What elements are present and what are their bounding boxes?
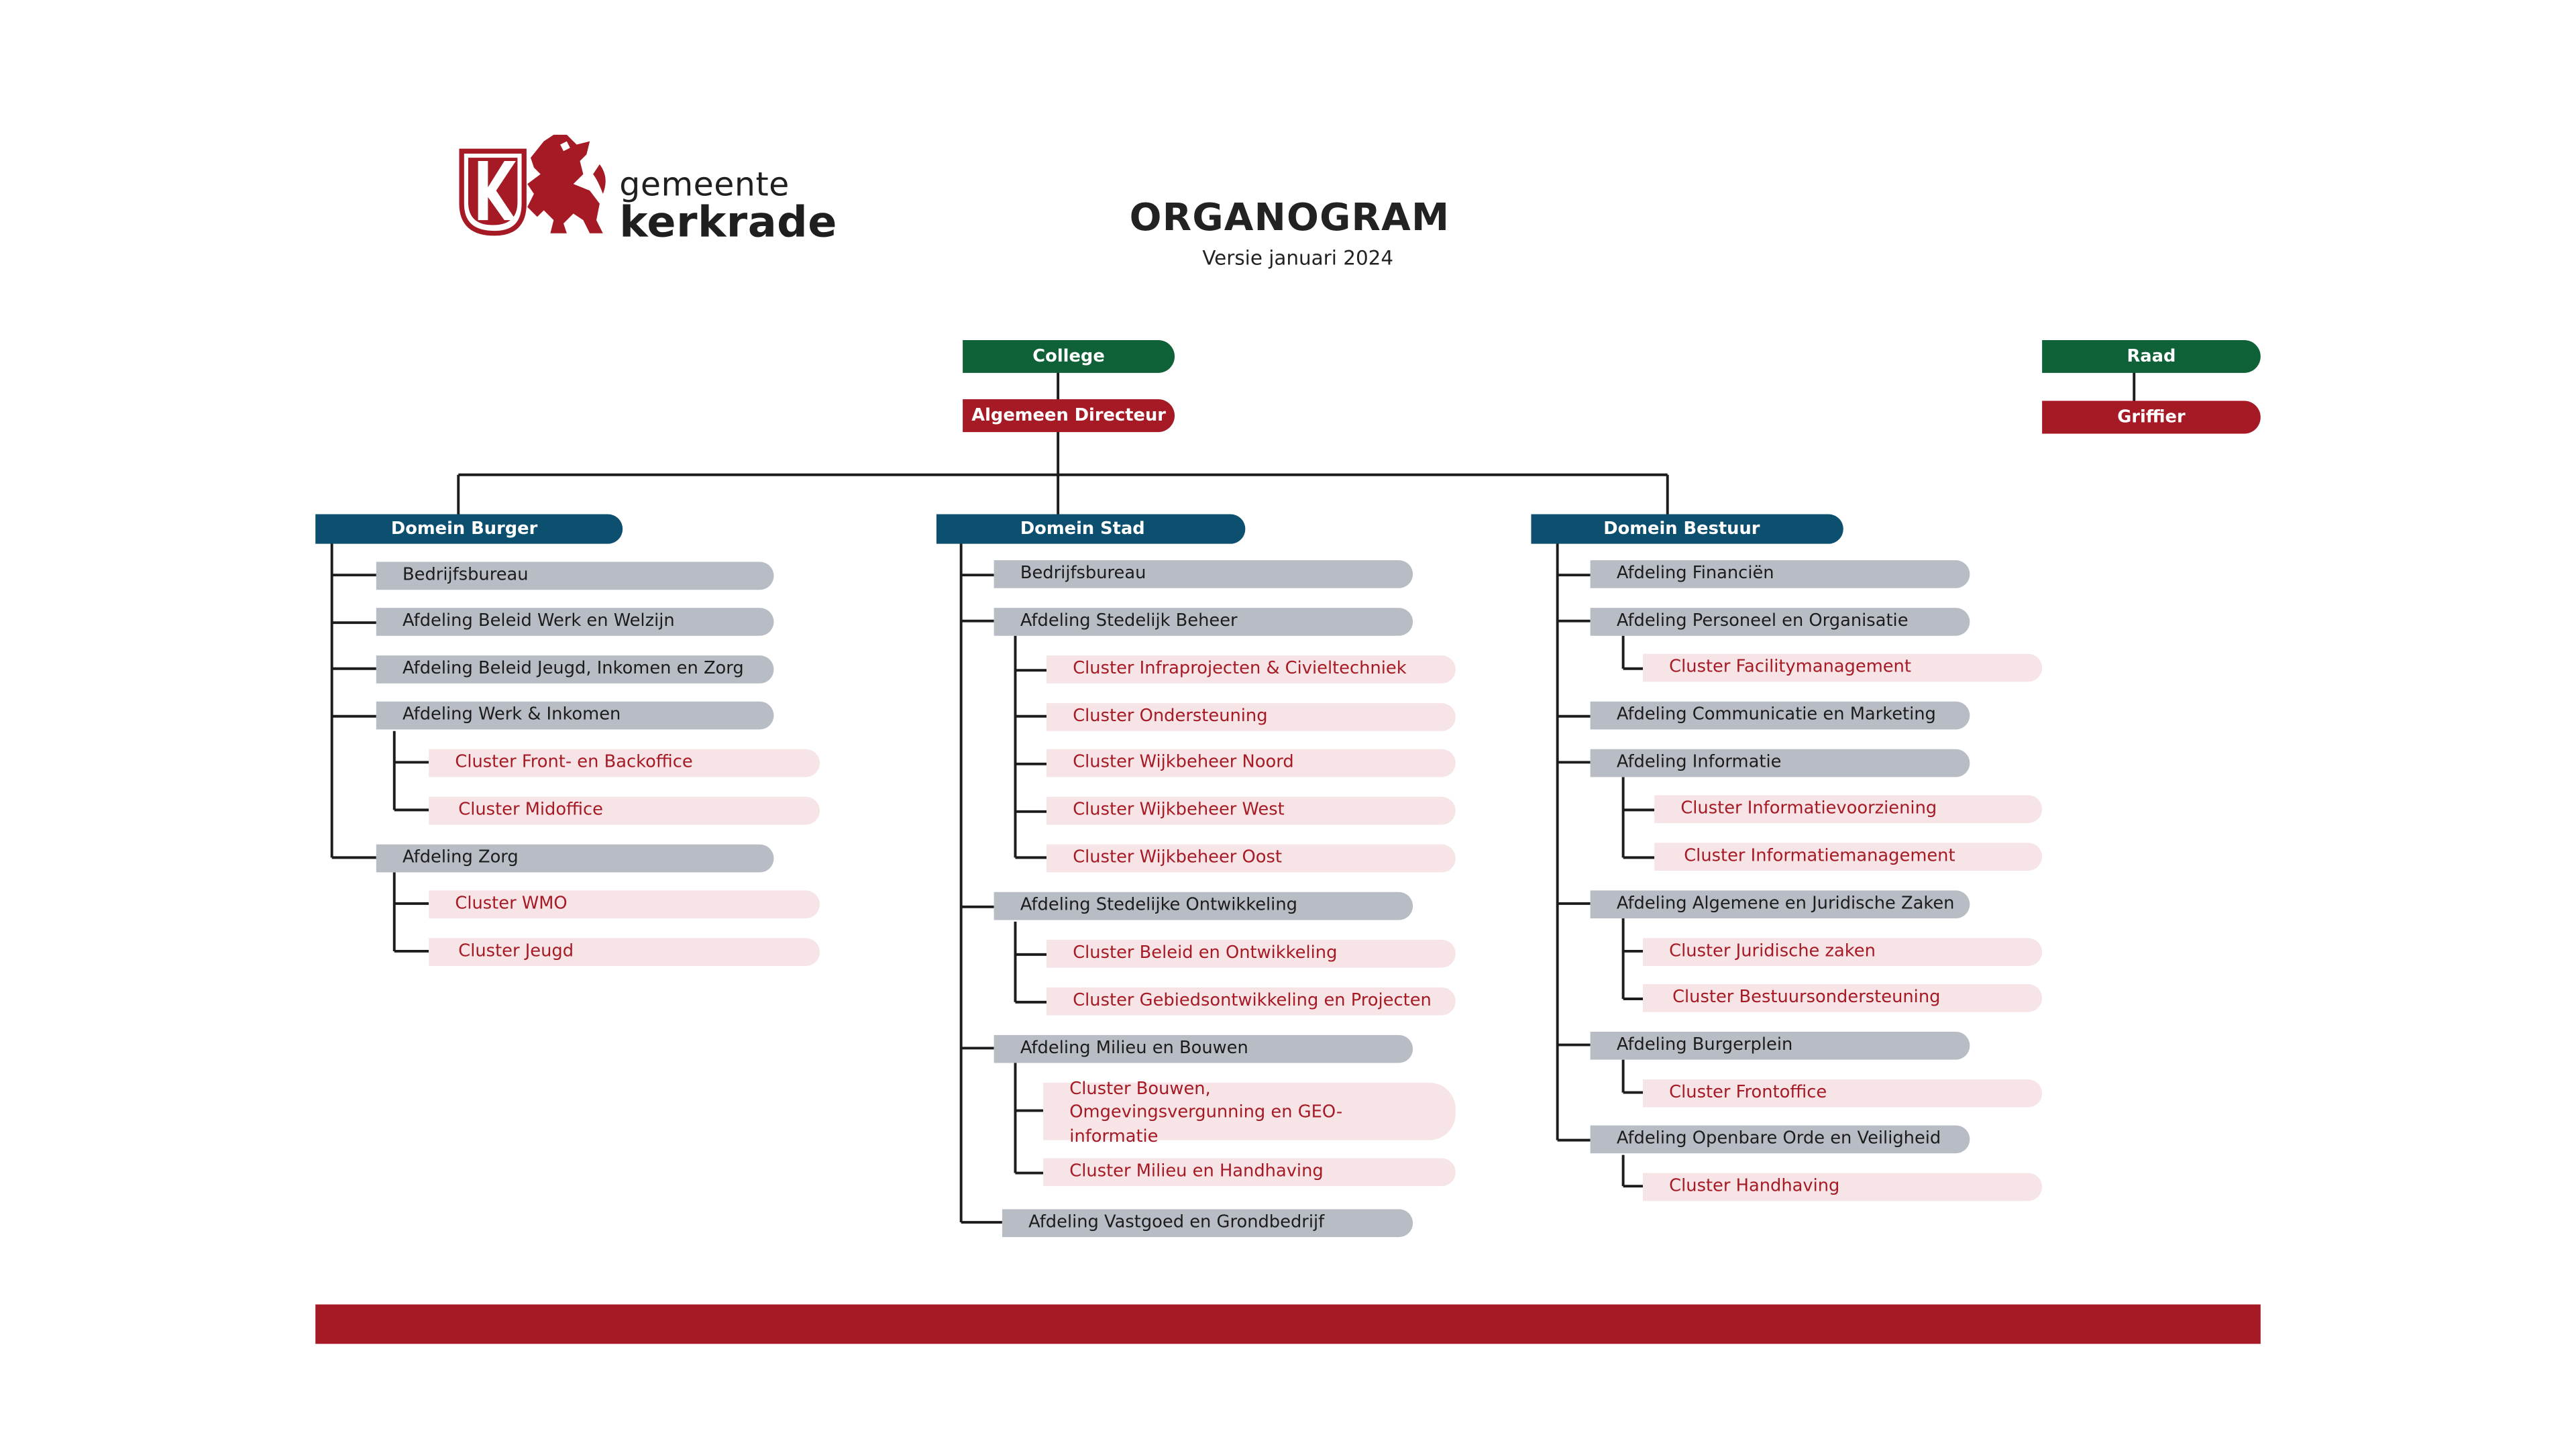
cluster-box: Cluster Beleid en Ontwikkeling [1046,940,1456,968]
logo-line2: kerkrade [619,199,837,248]
domain-bestuur: Domein Bestuur [1531,515,1843,544]
cluster-box: Cluster Bestuursondersteuning [1643,984,2042,1012]
footer-bar [315,1305,2261,1344]
node-algemeen-directeur: Algemeen Directeur [963,399,1175,432]
cluster-box: Cluster Midoffice [429,797,820,825]
node-raad: Raad [2042,340,2261,373]
cluster-box: Cluster Juridische zaken [1643,938,2042,966]
cluster-box: Cluster Ondersteuning [1046,703,1456,731]
afdeling-box: Afdeling Werk & Inkomen [376,702,774,730]
cluster-box: Cluster WMO [429,890,820,918]
afdeling-box: Bedrijfsbureau [994,560,1413,588]
afdeling-box: Afdeling Stedelijke Ontwikkeling [994,892,1413,920]
page-title: ORGANOGRAM [1129,197,1450,240]
cluster-box: Cluster Wijkbeheer West [1046,797,1456,825]
afdeling-box: Afdeling Personeel en Organisatie [1591,608,1970,636]
afdeling-box: Afdeling Milieu en Bouwen [994,1035,1413,1063]
cluster-box: Cluster Bouwen, Omgevingsvergunning en GEO-informatie [1043,1083,1456,1140]
domain-stad: Domein Stad [936,515,1245,544]
afdeling-box: Afdeling Zorg [376,845,774,873]
cluster-box: Cluster Handhaving [1643,1173,2042,1201]
cluster-box: Cluster Informatievoorziening [1654,795,2042,823]
afdeling-box: Afdeling Algemene en Juridische Zaken [1591,890,1970,918]
afdeling-box: Afdeling Communicatie en Marketing [1591,702,1970,730]
page-subtitle: Versie januari 2024 [1202,246,1394,270]
afdeling-box: Afdeling Financiën [1591,560,1970,588]
cluster-box: Cluster Gebiedsontwikkeling en Projecten [1046,987,1456,1016]
afdeling-box: Afdeling Informatie [1591,749,1970,777]
gemeente-kerkrade-logo [458,131,837,248]
cluster-box: Cluster Infraprojecten & Civieltechniek [1046,655,1456,684]
afdeling-box: Afdeling Beleid Jeugd, Inkomen en Zorg [376,655,774,684]
kerkrade-lion-emblem-icon [458,131,609,240]
cluster-box: Cluster Wijkbeheer Noord [1046,749,1456,777]
cluster-box: Cluster Facilitymanagement [1643,654,2042,682]
afdeling-box: Afdeling Beleid Werk en Welzijn [376,608,774,636]
cluster-box: Cluster Informatiemanagement [1654,843,2042,871]
logo-wordmark [619,164,837,248]
afdeling-box: Afdeling Openbare Orde en Veiligheid [1591,1126,1970,1154]
cluster-box: Cluster Jeugd [429,938,820,966]
cluster-box: Cluster Front- en Backoffice [429,749,820,777]
afdeling-box: Afdeling Vastgoed en Grondbedrijf [1002,1209,1413,1237]
node-griffier: Griffier [2042,401,2261,434]
afdeling-box: Afdeling Stedelijk Beheer [994,608,1413,636]
cluster-box: Cluster Wijkbeheer Oost [1046,845,1456,873]
domain-burger: Domein Burger [315,515,623,544]
afdeling-box: Bedrijfsbureau [376,562,774,590]
node-college: College [963,340,1175,373]
logo-line1: gemeente [619,164,790,204]
afdeling-box: Afdeling Burgerplein [1591,1032,1970,1060]
cluster-box: Cluster Milieu en Handhaving [1043,1159,1456,1187]
cluster-box: Cluster Frontoffice [1643,1079,2042,1108]
